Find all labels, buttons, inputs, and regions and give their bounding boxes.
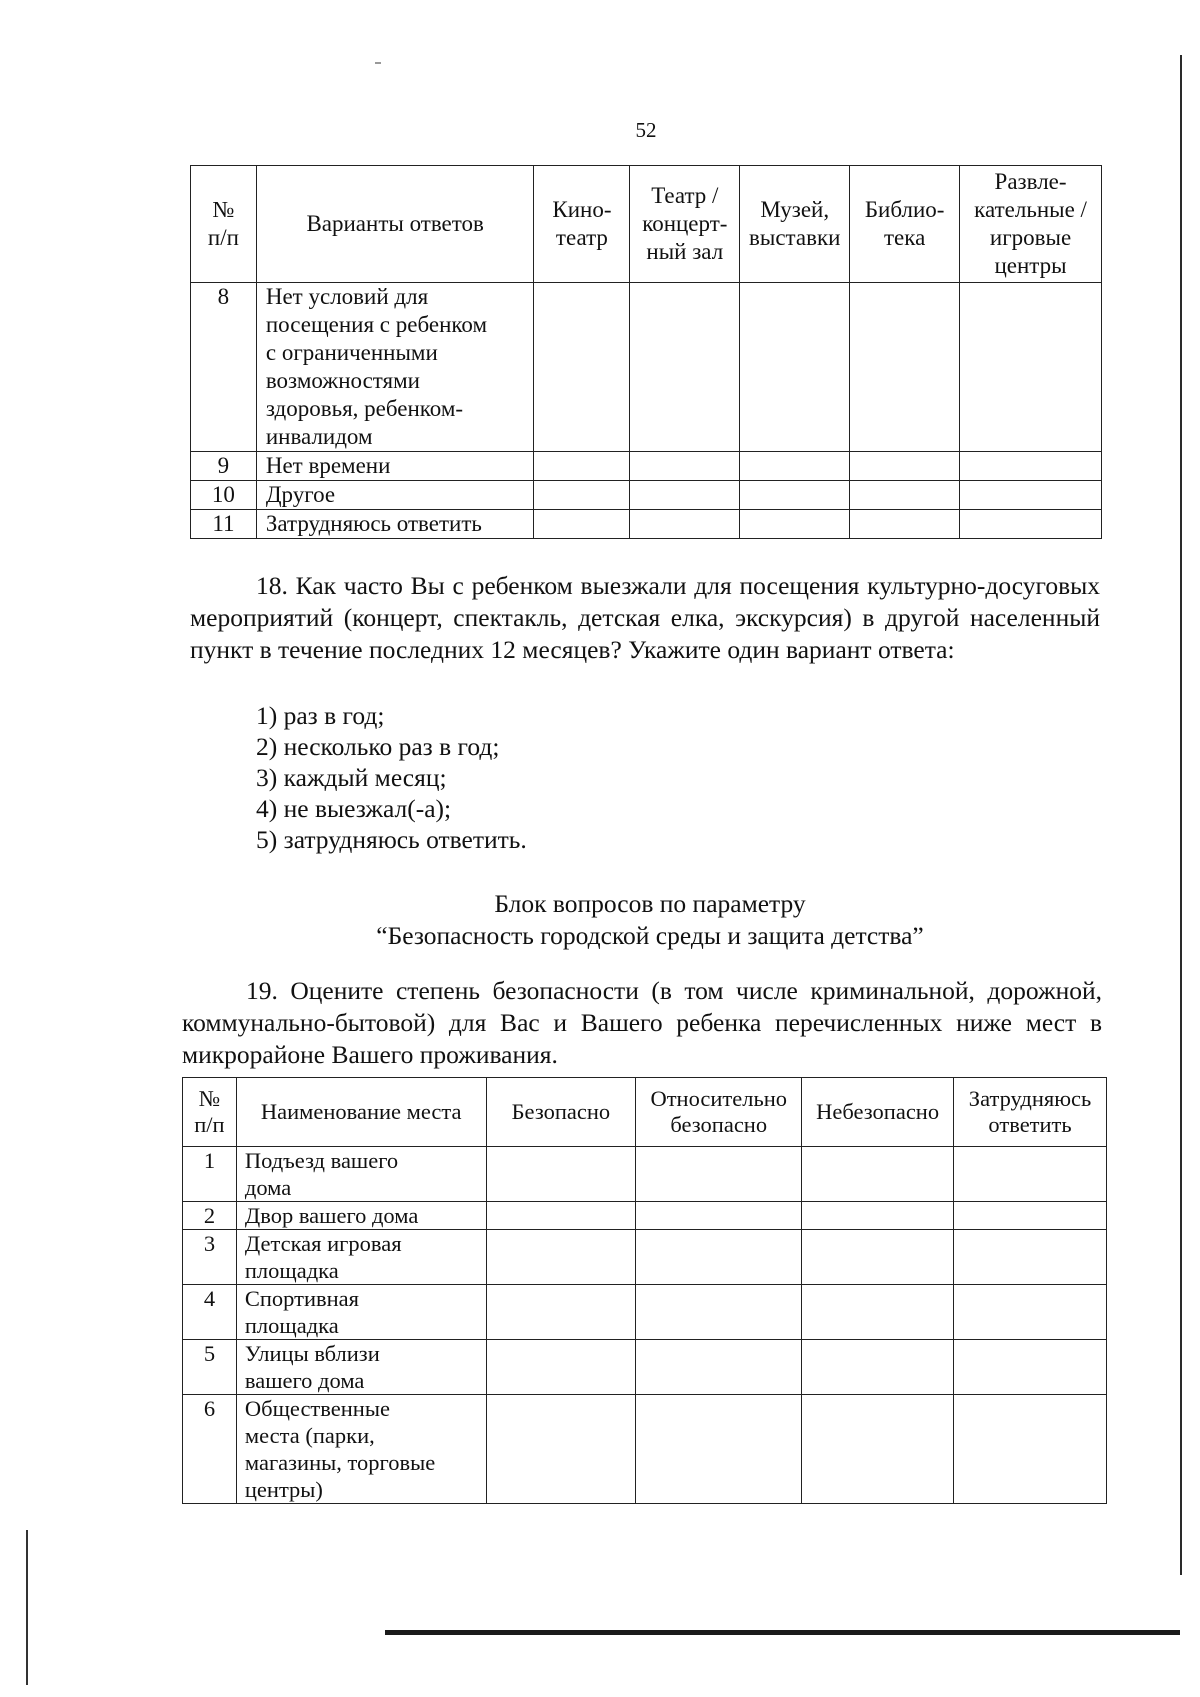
section-heading [300,888,1000,952]
table-row [183,1285,1107,1340]
answer-cell[interactable] [850,510,960,539]
row-text: Общественные места (парки, магазины, торговые центры) [236,1395,486,1504]
question-18-options [256,700,527,855]
cultural-venues-table [190,165,1102,539]
header-entertainment: Развле- кательные / игровые центры [960,166,1102,283]
header-library: Библио- тека [850,166,960,283]
header-relatively-safe: Относительно безопасно [636,1078,802,1147]
answer-cell[interactable] [636,1340,802,1395]
question-19 [182,975,1102,1071]
answer-cell[interactable] [954,1285,1107,1340]
answer-cell[interactable] [740,283,850,452]
answer-cell[interactable] [630,452,740,481]
answer-cell[interactable] [534,481,630,510]
answer-cell[interactable] [630,510,740,539]
answer-cell[interactable] [802,1395,954,1504]
answer-cell[interactable] [954,1395,1107,1504]
table-row [183,1395,1107,1504]
answer-cell[interactable] [960,283,1102,452]
answer-cell[interactable] [534,452,630,481]
answer-cell[interactable] [636,1202,802,1230]
answer-cell[interactable] [486,1340,636,1395]
answer-cell[interactable] [802,1202,954,1230]
table-row [183,1202,1107,1230]
header-variants: Варианты ответов [256,166,534,283]
header-cinema: Кино- театр [534,166,630,283]
header-theatre: Театр / концерт- ный зал [630,166,740,283]
answer-cell[interactable] [486,1202,636,1230]
row-text: Улицы вблизи вашего дома [236,1340,486,1395]
answer-cell[interactable] [740,452,850,481]
answer-cell[interactable] [954,1147,1107,1202]
row-number: 4 [183,1285,237,1340]
row-text: Другое [256,481,534,510]
answer-option[interactable]: 1) раз в год; [256,701,385,730]
answer-cell[interactable] [802,1340,954,1395]
answer-option[interactable]: 4) не выезжал(-а); [256,794,452,823]
answer-cell[interactable] [954,1340,1107,1395]
row-number: 9 [191,452,257,481]
row-number: 8 [191,283,257,452]
row-number: 5 [183,1340,237,1395]
scan-speck [375,62,381,64]
answer-cell[interactable] [850,452,960,481]
answer-cell[interactable] [486,1147,636,1202]
answer-cell[interactable] [630,481,740,510]
answer-cell[interactable] [954,1202,1107,1230]
row-number: 3 [183,1230,237,1285]
header-num: № п/п [191,166,257,283]
answer-cell[interactable] [486,1285,636,1340]
header-safe: Безопасно [486,1078,636,1147]
answer-cell[interactable] [802,1230,954,1285]
answer-cell[interactable] [802,1147,954,1202]
page-number: 52 [635,118,657,142]
table-header-row [191,166,1102,283]
row-text: Затрудняюсь ответить [256,510,534,539]
table-row [191,283,1102,452]
answer-cell[interactable] [636,1285,802,1340]
row-text: Нет условий для посещения с ребенком с ограниченными возможностями здоровья, ребенком- инвалидом [256,283,534,452]
answer-option[interactable]: 5) затрудняюсь ответить. [256,825,527,854]
answer-option[interactable]: 2) несколько раз в год; [256,732,500,761]
row-text: Подъезд вашего дома [236,1147,486,1202]
header-museum: Музей, выставки [740,166,850,283]
answer-cell[interactable] [636,1395,802,1504]
row-text: Нет времени [256,452,534,481]
row-number: 11 [191,510,257,539]
answer-cell[interactable] [740,481,850,510]
answer-cell[interactable] [960,510,1102,539]
question-18-text: 18. Как часто Вы с ребенком выезжали для посещения культурно-досуговых мероприятий (концерт, спектакль, детская елка, экскурсия) в другой населенный пункт в течение последних 12 месяцев? Укажите один вариант ответа: [190,571,1100,664]
header-hard-to-say: Затрудняюсь ответить [954,1078,1107,1147]
answer-cell[interactable] [534,510,630,539]
table-row [191,452,1102,481]
answer-cell[interactable] [486,1395,636,1504]
question-18 [190,570,1100,666]
row-text: Детская игровая площадка [236,1230,486,1285]
answer-cell[interactable] [534,283,630,452]
scan-edge-line-left [26,1530,28,1685]
safety-rating-table [182,1077,1107,1504]
row-text: Спортивная площадка [236,1285,486,1340]
row-number: 6 [183,1395,237,1504]
answer-cell[interactable] [630,283,740,452]
scan-edge-line-bottom [385,1630,1180,1635]
table-header-row [183,1078,1107,1147]
question-19-text: 19. Оцените степень безопасности (в том числе криминальной, дорожной, коммунально-бытовой) для Вас и Вашего ребенка перечисленных ниже мест в микрорайоне Вашего проживания. [182,976,1102,1069]
row-number: 2 [183,1202,237,1230]
table-row [191,510,1102,539]
row-text: Двор вашего дома [236,1202,486,1230]
answer-cell[interactable] [960,481,1102,510]
answer-cell[interactable] [636,1230,802,1285]
table-row [183,1230,1107,1285]
answer-cell[interactable] [960,452,1102,481]
answer-cell[interactable] [486,1230,636,1285]
answer-cell[interactable] [740,510,850,539]
header-place: Наименование места [236,1078,486,1147]
section-heading-line-1: Блок вопросов по параметру [494,889,806,918]
table-row [183,1147,1107,1202]
answer-cell[interactable] [636,1147,802,1202]
answer-cell[interactable] [954,1230,1107,1285]
row-number: 1 [183,1147,237,1202]
row-number: 10 [191,481,257,510]
answer-option[interactable]: 3) каждый месяц; [256,763,447,792]
header-unsafe: Небезопасно [802,1078,954,1147]
table-row [183,1340,1107,1395]
scan-edge-line-right [1180,55,1182,1575]
answer-cell[interactable] [802,1285,954,1340]
section-heading-line-2: “Безопасность городской среды и защита детства” [376,921,924,950]
header-num: № п/п [183,1078,237,1147]
answer-cell[interactable] [850,481,960,510]
table-row [191,481,1102,510]
answer-cell[interactable] [850,283,960,452]
